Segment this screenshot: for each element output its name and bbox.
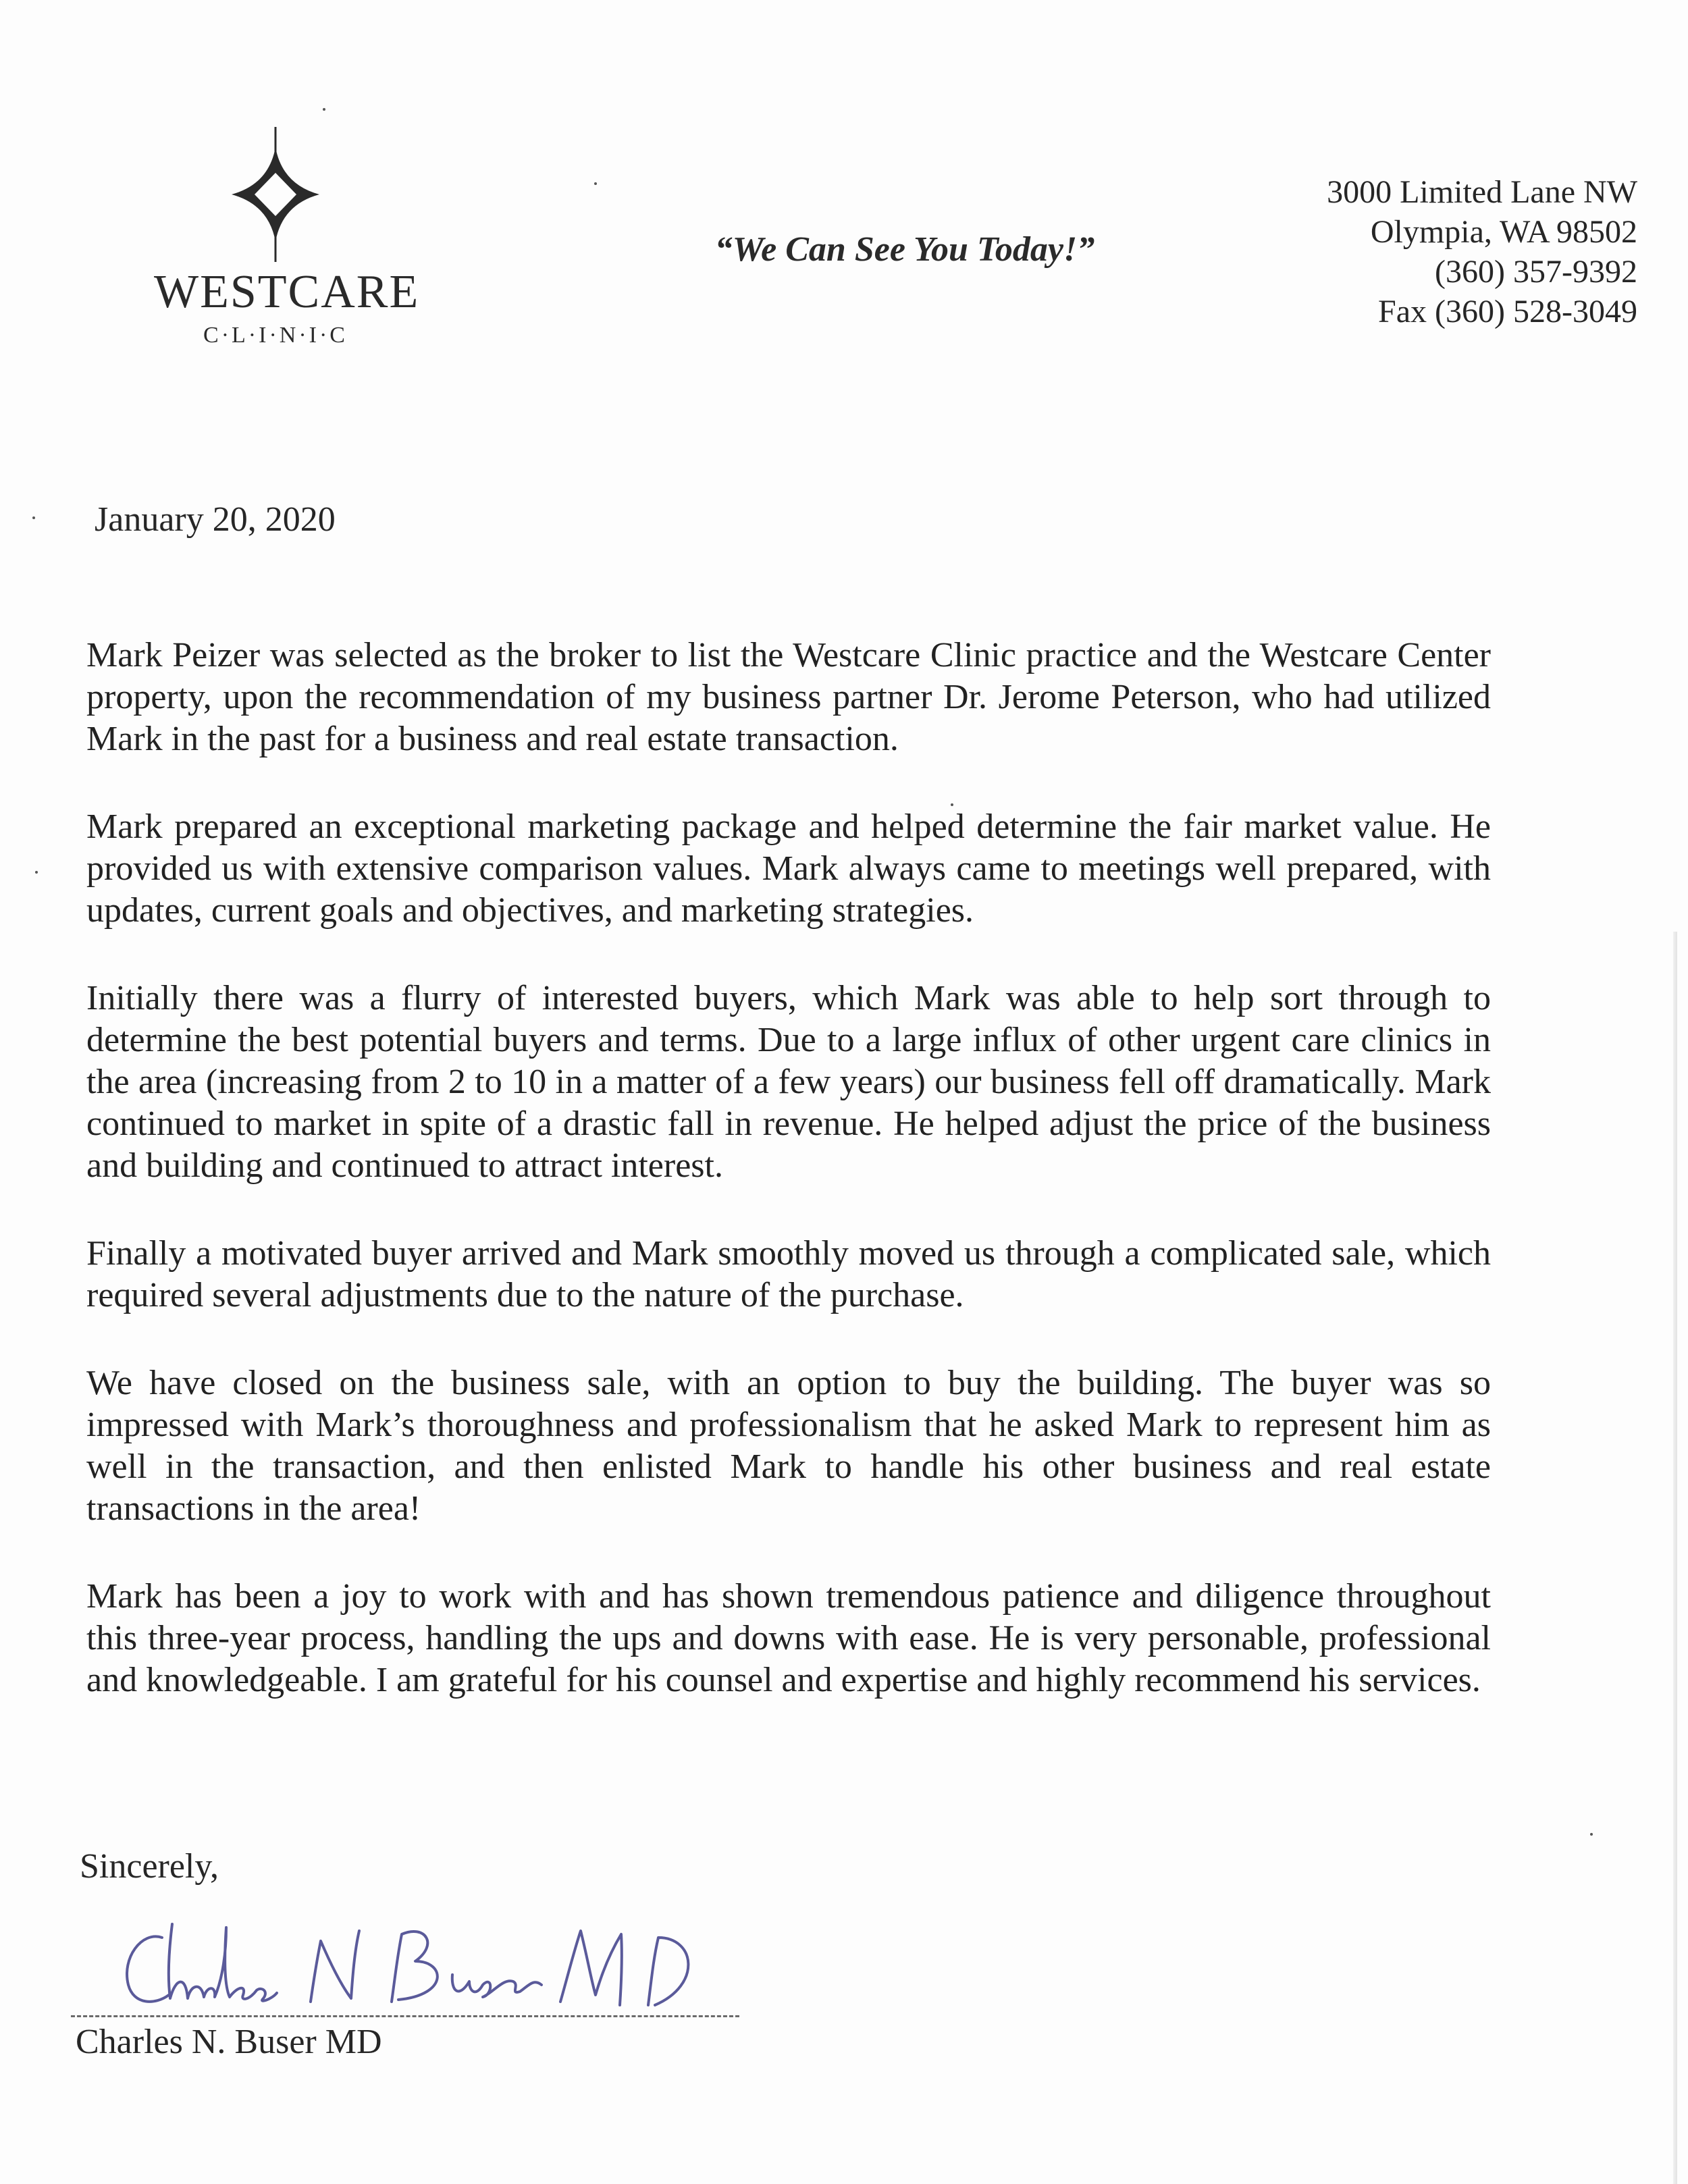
signer-name: Charles N. Buser MD	[76, 2023, 382, 2061]
body-paragraph: Mark has been a joy to work with and has shown tremendous patience and diligence throughout this three-year process, handling the ups and downs with ease. He is very personable, professional and knowledgeable. I am grateful for his counsel and expertise and highly recommend his services.	[86, 1577, 1491, 1699]
address-line: 3000 Limited Lane NW	[1327, 174, 1637, 210]
address-line: Olympia, WA 98502	[1370, 214, 1637, 250]
closing: Sincerely,	[80, 1847, 219, 1886]
westcare-logo	[154, 127, 420, 356]
scan-speck	[951, 803, 953, 806]
scan-edge	[1673, 932, 1677, 2184]
scan-speck	[35, 871, 38, 874]
body-paragraph: Initially there was a flurry of interested buyers, which Mark was able to help sort through to determine the best potential buyers and terms. Due to a large influx of other urgent care clinics in the area (increasing from 2 to 10 in a matter of a few years) our business fell off dramatically. Mark continued to market in spite of a drastic fall in revenue. He helped adjust the price of the business and building and continued to attract interest.	[86, 979, 1491, 1185]
scan-speck	[32, 516, 35, 519]
handwritten-signature	[115, 1911, 722, 2025]
scan-speck	[1590, 1833, 1593, 1836]
clinic-address	[1165, 172, 1637, 331]
star-diamond-icon	[218, 127, 333, 262]
logo-name: WESTCARE	[154, 266, 420, 318]
signature-line	[71, 2015, 739, 2017]
scan-speck	[594, 182, 597, 185]
logo-subtitle: C·L·I·N·I·C	[203, 323, 348, 348]
address-phone: (360) 357-9392	[1435, 254, 1637, 290]
address-fax: Fax (360) 528-3049	[1378, 294, 1637, 329]
tagline: “We Can See You Today!”	[714, 230, 1095, 269]
body-paragraph: Mark Peizer was selected as the broker to list the Westcare Clinic practice and the Westcare Center property, upon the recommendation of my business partner Dr. Jerome Peterson, who had utilized Mark in the past for a business and real estate transaction.	[86, 636, 1491, 758]
body-paragraph: We have closed on the business sale, with an option to buy the building. The buyer was so impressed with Mark’s thoroughness and professionalism that he asked Mark to represent him as well in the transaction, and then enlisted Mark to handle his other business and real estate transactions in the area!	[86, 1364, 1491, 1528]
body-paragraph: Mark prepared an exceptional marketing package and helped determine the fair market value. He provided us with extensive comparison values. Mark always came to meetings well prepared, with updates, current goals and objectives, and marketing strategies.	[86, 807, 1491, 930]
scan-speck	[323, 108, 325, 111]
letter-date: January 20, 2020	[95, 500, 336, 539]
letter-body	[86, 635, 1491, 1747]
body-paragraph: Finally a motivated buyer arrived and Mark smoothly moved us through a complicated sale, which required several adjustments due to the nature of the purchase.	[86, 1234, 1491, 1314]
